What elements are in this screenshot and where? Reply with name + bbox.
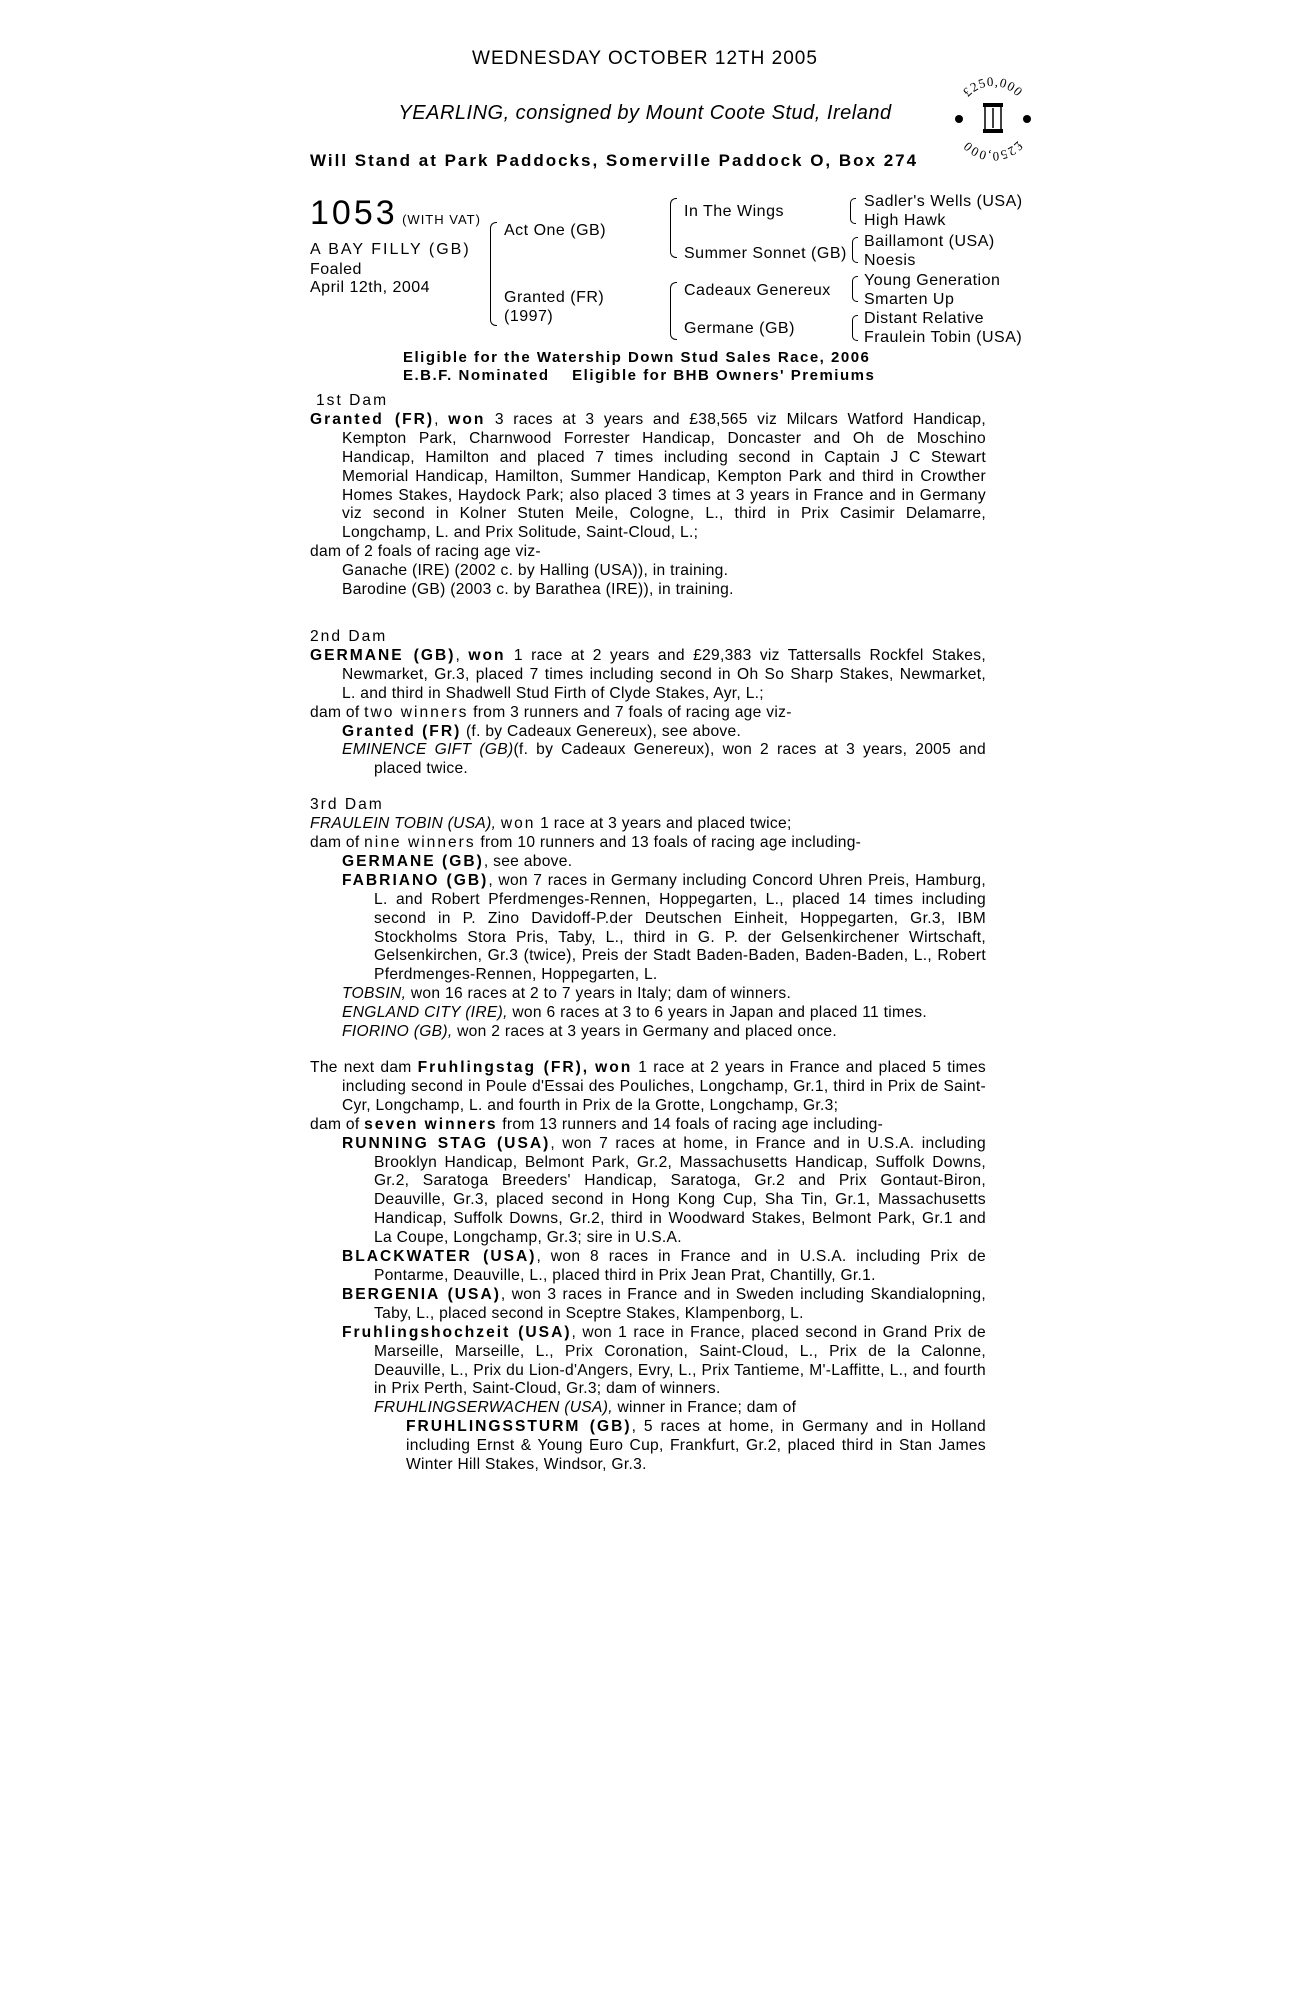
foaled-info	[310, 261, 430, 297]
list-item: FRUHLINGSSTURM (GB), 5 races at home, in Germany and in Holland including Ernst & Young Euro Cup, Frankfurt, Gr.2, placed third in Stan James Winter Hill Stakes, Windsor, Gr.3.	[406, 1418, 986, 1474]
pedigree-g2: High Hawk	[864, 212, 946, 229]
list-item: ENGLAND CITY (IRE), won 6 races at 3 to 6 years in Japan and placed 11 times.	[342, 1004, 928, 1022]
sire-sire-name: In The Wings	[684, 203, 784, 220]
svg-text:£250,000: £250,000	[959, 138, 1027, 164]
list-item: Ganache (IRE) (2002 c. by Halling (USA)), in training.	[342, 562, 729, 580]
list-item: GERMANE (GB), see above.	[342, 852, 573, 870]
sale-date: WEDNESDAY OCTOBER 12TH 2005	[472, 48, 818, 69]
list-item: RUNNING STAG (USA), won 7 races at home, in France and in U.S.A. including Brooklyn Handicap, Belmont Park, Gr.2, Massachusetts Handicap, Suffolk Downs, Gr.2, Saratoga Breeders' Handicap, Saratoga, Gr.2 and Prix Gontaut-Biron, Deauville, Gr.3, placed second in Hong Kong Cup, Sha Tin, Gr.1, Massachusetts Handicap, Suffolk Downs, Gr.2, third in Woodward Stakes, Belmont Park, Gr.1 and La Coupe, Longchamp, Gr.3; sire in U.S.A.	[342, 1134, 987, 1247]
dam-dam-name: Germane (GB)	[684, 320, 795, 337]
third-dam-record: FRAULEIN TOBIN (USA), won 1 race at 3 years and placed twice;	[310, 815, 792, 833]
list-item: BERGENIA (USA), won 3 races in France and in Sweden including Skandialopning, Taby, L., placed second in Sceptre Stakes, Klampenborg, L.	[342, 1285, 987, 1322]
pedigree-g4: Noesis	[864, 252, 916, 269]
sire-dam-name: Summer Sonnet (GB)	[684, 245, 847, 262]
pedigree-g1: Sadler's Wells (USA)	[864, 193, 1023, 210]
lot-heading	[310, 194, 481, 233]
list-item: TOBSIN, won 16 races at 2 to 7 years in Italy; dam of winners.	[342, 985, 792, 1003]
dam-sire-name: Cadeaux Genereux	[684, 282, 831, 299]
catalogue-body	[310, 392, 986, 1475]
pedigree-brace-g1	[850, 198, 856, 224]
first-dam-heading: 1st Dam	[316, 392, 389, 409]
foaled-date: April 12th, 2004	[310, 279, 431, 296]
list-item: FABRIANO (GB), won 7 races in Germany including Concord Uhren Preis, Hamburg, L. and Robert Pferdmenges-Rennen, Hoppegarten, L., placed 14 times including second in P. Zino Davidoff-P.der Deutschen Einheit, Hoppegarten, Gr.3, IBM Stockholms Stora Pris, Taby, L., third in G. P. der Gelsenkirchener Wirtschaft, Gelsenkirchen, Gr.3 (twice), Preis der Stadt Baden-Baden, Baden-Baden, L., Robert Pferdmenges-Rennen, Hoppegarten, L.	[342, 871, 986, 984]
second-dam-heading: 2nd Dam	[310, 627, 388, 645]
svg-text:£250,000: £250,000	[959, 74, 1027, 100]
second-dam-produce-intro: dam of two winners from 3 runners and 7 foals of racing age viz-	[310, 703, 792, 721]
eligibility-line-2: E.B.F. Nominated Eligible for BHB Owners' Premiums	[403, 367, 876, 384]
lot-description: A BAY FILLY (GB)	[310, 241, 471, 258]
consignment-line: YEARLING, consigned by Mount Coote Stud, Ireland	[398, 102, 892, 124]
stand-location: Will Stand at Park Paddocks, Somerville Paddock O, Box 274	[310, 151, 919, 170]
pedigree-g6: Smarten Up	[864, 291, 955, 308]
pedigree-brace-g2	[852, 237, 858, 263]
list-item: BLACKWATER (USA), won 8 races in France and in U.S.A. including Prix de Pontarme, Deauville, L., placed third in Prix Jean Prat, Chantilly, Gr.1.	[342, 1248, 986, 1284]
third-dam-produce-intro: dam of nine winners from 10 runners and 13 foals of racing age including-	[310, 834, 862, 852]
pedigree-g3: Baillamont (USA)	[864, 233, 995, 250]
pedigree-g7: Distant Relative	[864, 310, 985, 327]
foaled-label: Foaled	[310, 261, 362, 278]
first-dam-produce-intro: dam of 2 foals of racing age viz-	[310, 543, 541, 561]
next-dam-produce-intro: dam of seven winners from 13 runners and 14 foals of racing age including-	[310, 1115, 884, 1133]
dam-year: (1997)	[504, 308, 554, 325]
eligibility-line-1: Eligible for the Watership Down Stud Sales Race, 2006	[403, 349, 871, 366]
sire-name: Act One (GB)	[504, 222, 607, 239]
list-item: FRUHLINGSERWACHEN (USA), winner in France; dam of	[374, 1399, 797, 1417]
list-item: Granted (FR) (f. by Cadeaux Genereux), see above.	[342, 722, 742, 740]
third-dam-heading: 3rd Dam	[310, 796, 384, 814]
second-dam-record: GERMANE (GB), won 1 race at 2 years and £29,383 viz Tattersalls Rockfel Stakes, Newmarket, Gr.3, placed 7 times including second in Oh So Sharp Stakes, Newmarket, L. and third in Shadwell Stud Firth of Clyde Stakes, Ayr, L.;	[310, 646, 986, 702]
first-dam-name: Granted (FR)	[310, 410, 435, 428]
lot-number: 1053	[310, 194, 398, 232]
pedigree-brace-dam	[670, 282, 677, 340]
vat-note: (WITH VAT)	[402, 212, 481, 227]
list-item: FIORINO (GB), won 2 races at 3 years in Germany and placed once.	[342, 1023, 838, 1041]
list-item: Fruhlingshochzeit (USA), won 1 race in France, placed second in Grand Prix de Marseille, Marseille, L., Prix Coronation, Saint-Cloud, L., Prix de la Calonne, Deauville, L., Prix du Lion-d'Angers, Evry, L., Prix Tantieme, M'-Laffitte, L., and fourth in Prix Perth, Saint-Cloud, Gr.3; dam of winners.	[342, 1323, 986, 1398]
pedigree-g8: Fraulein Tobin (USA)	[864, 329, 1023, 346]
pedigree-brace-sire	[670, 198, 677, 258]
pedigree-g5: Young Generation	[864, 272, 1001, 289]
list-item: Barodine (GB) (2003 c. by Barathea (IRE)), in training.	[342, 581, 734, 599]
price-stamp-icon	[948, 74, 1038, 164]
list-item: EMINENCE GIFT (GB)(f. by Cadeaux Genereux), won 2 races at 3 years, 2005 and placed twice.	[342, 741, 986, 778]
first-dam-record: Granted (FR), won 3 races at 3 years and £38,565 viz Milcars Watford Handicap, Kempton Park, Charnwood Forrester Handicap, Doncaster and Oh de Moschino Handicap, Hamilton and placed 7 times including second in Captain J C Stewart Memorial Handicap, Hamilton, Summer Handicap, Kempton Park and third in Crowther Homes Stakes, Haydock Park; also placed 3 times at 3 years in France and in Germany viz second in Kolner Stuten Meile, Cologne, L., third in Prix Casimir Delamarre, Longchamp, L. and Prix Solitude, Saint-Cloud, L.;	[310, 410, 986, 542]
next-dam-record: The next dam Fruhlingstag (FR), won 1 race at 2 years in France and placed 5 times including second in Poule d'Essai des Pouliches, Longchamp, Gr.1, third in Prix de Saint-Cyr, Longchamp, L. and fourth in Prix de la Grotte, Longchamp, Gr.3;	[310, 1059, 987, 1114]
dam-name: Granted (FR)	[504, 289, 605, 306]
pedigree-brace-g4	[852, 315, 858, 341]
pedigree-brace-g3	[852, 276, 858, 302]
pedigree-brace-gen1	[490, 222, 497, 326]
